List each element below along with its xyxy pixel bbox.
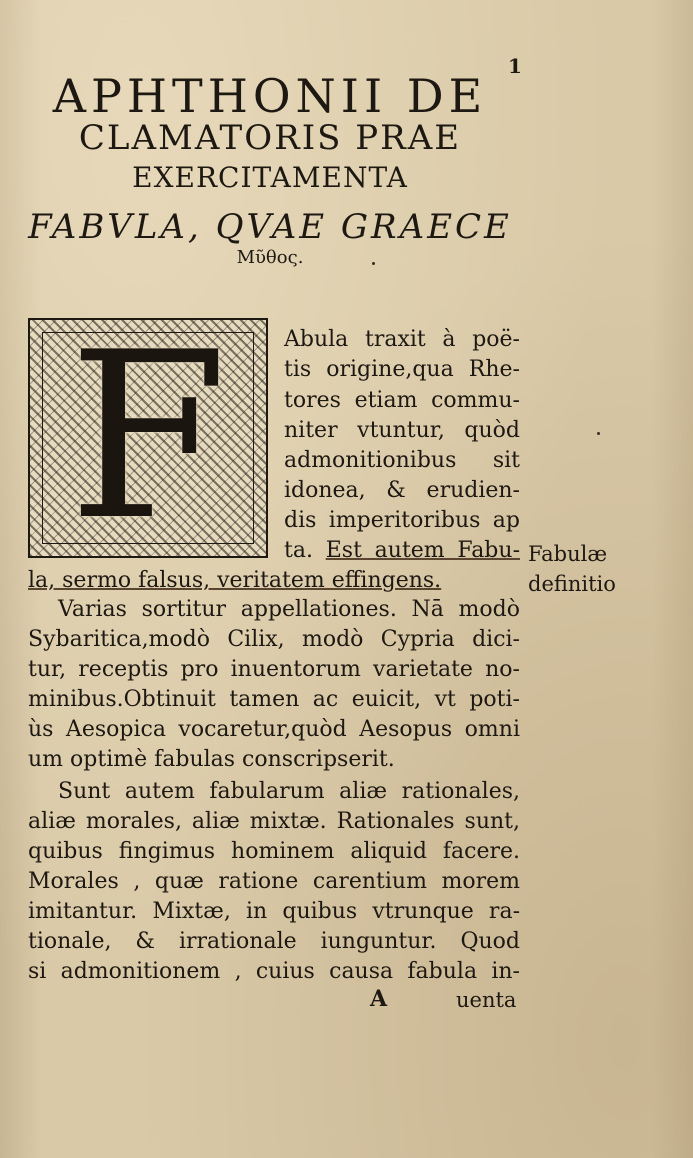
underlined-definition: Est autem Fabu- xyxy=(325,538,520,563)
text-line: quibus fingimus hominem aliquid facere. xyxy=(28,839,520,864)
text-line: tionale, & irrationale iunguntur. Quod xyxy=(28,929,520,954)
title-line-3: EXERCITAMENTA xyxy=(132,161,408,194)
underlined-definition: la, sermo falsus, veritatem effingens. xyxy=(28,568,442,593)
text-line: Varias sortitur appellationes. Nā modò xyxy=(58,597,520,622)
text-line: tis origine,qua Rhe- xyxy=(284,357,520,382)
text-line: ùs Aesopica vocaretur,quòd Aesopus omni xyxy=(28,717,520,742)
text-line: admonitionibus sit xyxy=(284,448,520,473)
greek-subheading: Μῦθος. xyxy=(236,247,304,268)
text-line: imitantur. Mixtæ, in quibus vtrunque ra- xyxy=(28,899,520,924)
text-line: Sunt autem fabularum aliæ rationales, xyxy=(58,779,520,804)
text-line: idonea, & erudien- xyxy=(284,478,520,503)
text-fragment: ta. xyxy=(284,538,326,563)
text-line: Abula traxit à poë- xyxy=(284,327,520,352)
margin-note: Fabulæ xyxy=(528,542,608,566)
text-line xyxy=(284,537,520,565)
text-line: niter vtuntur, quòd xyxy=(284,418,520,443)
margin-note: definitio xyxy=(528,572,616,596)
text-line: dis imperitoribus ap xyxy=(284,508,520,533)
text-line: aliæ morales, aliæ mixtæ. Rationales sunt, xyxy=(28,809,520,834)
signature-mark: A xyxy=(370,986,388,1012)
ink-speck xyxy=(597,432,600,435)
text-line: tores etiam commu- xyxy=(284,388,520,413)
title-line-1: APHTHONII DE xyxy=(52,69,488,123)
text-line: minibus.Obtinuit tamen ac euicit, vt poti- xyxy=(28,687,520,712)
title-line-2: CLAMATORIS PRAE xyxy=(78,118,462,158)
ink-speck xyxy=(372,262,375,265)
text-line: Sybaritica,modò Cilix, modò Cypria dici- xyxy=(28,627,520,652)
text-line: Morales , quæ ratione carentium morem xyxy=(28,869,520,894)
text-line xyxy=(28,567,441,595)
catchword: uenta xyxy=(456,988,517,1012)
decorated-initial xyxy=(28,304,268,571)
text-line: tur, receptis pro inuentorum varietate no- xyxy=(28,657,520,682)
initial-letter: F xyxy=(68,304,228,571)
section-heading: FABVLA, QVAE GRAECE xyxy=(28,207,512,247)
text-line: si admonitionem , cuius causa fabula in- xyxy=(28,959,520,984)
text-line: um optimè fabulas conscripserit. xyxy=(28,747,395,772)
folio-number: 1 xyxy=(508,54,522,78)
